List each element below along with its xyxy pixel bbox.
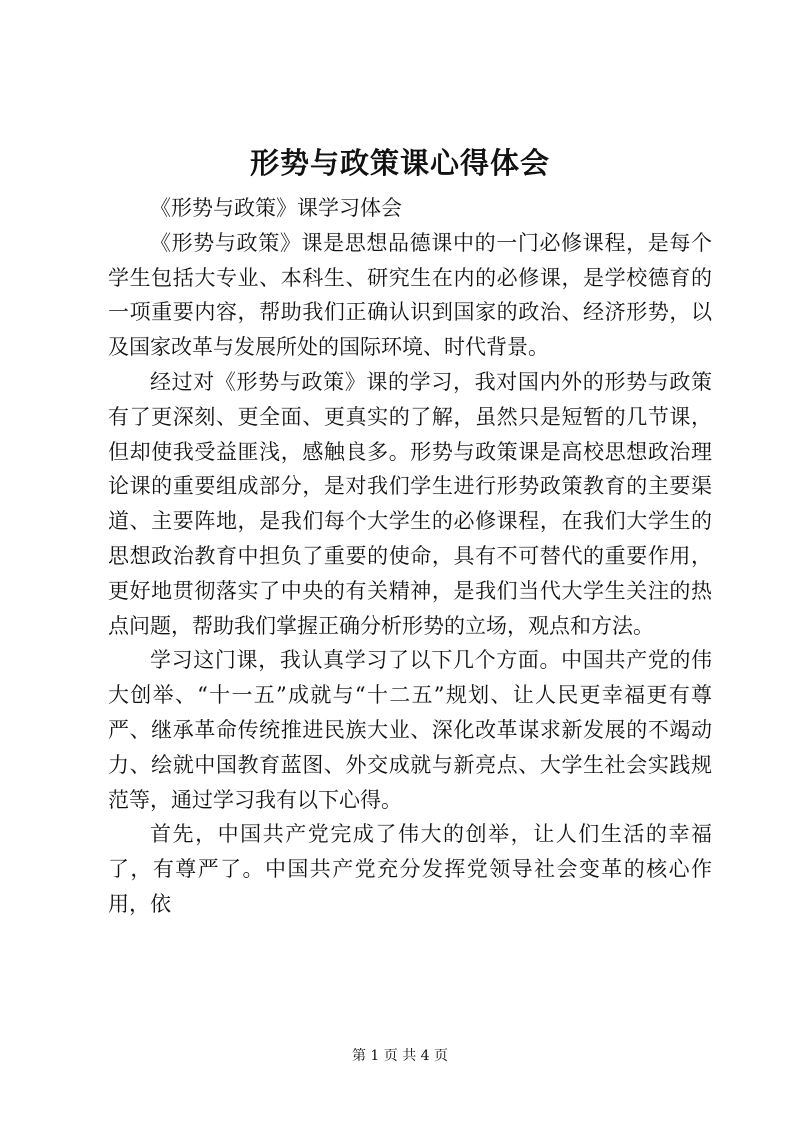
paragraph: 首先，中国共产党完成了伟大的创举，让人们生活的幸福了，有尊严了。中国共产党充分发挥党领导社会变革的核心作用，依 xyxy=(108,822,712,916)
paragraph: 学习这门课，我认真学习了以下几个方面。中国共产党的伟大创举、“十一五”成就与“十二五”规划、让人民更幸福更有尊严、继承革命传统推进民族大业、深化改革谋求新发展的不竭动力、绘就中国教育蓝图、外交成就与新亮点、大学生社会实践规范等，通过学习我有以下心得。 xyxy=(108,648,712,812)
page-footer: 第 1 页 共 4 页 xyxy=(351,1048,449,1064)
paragraph: 《形势与政策》课是思想品德课中的一门必修课程，是每个学生包括大专业、本科生、研究生在内的必修课，是学校德育的一项重要内容，帮助我们正确认识到国家的政治、经济形势，以及国家改革与发展所处的国际环境、时代背景。 xyxy=(108,230,712,360)
document-body xyxy=(108,191,712,922)
paragraph-subtitle: 《形势与政策》课学习体会 xyxy=(150,196,402,220)
document-title: 形势与政策课心得体会 xyxy=(249,146,550,180)
paragraph: 经过对《形势与政策》课的学习，我对国内外的形势与政策有了更深刻、更全面、更真实的了解，虽然只是短暂的几节课，但却使我受益匪浅，感触良多。形势与政策课是高校思想政治理论课的重要组成部分，是对我们学生进行形势政策教育的主要渠道、主要阵地，是我们每个大学生的必修课程，在我们大学生的思想政治教育中担负了重要的使命，具有不可替代的重要作用，更好地贯彻落实了中央的有关精神，是我们当代大学生关注的热点问题，帮助我们掌握正确分析形势的立场，观点和方法。 xyxy=(108,369,712,638)
